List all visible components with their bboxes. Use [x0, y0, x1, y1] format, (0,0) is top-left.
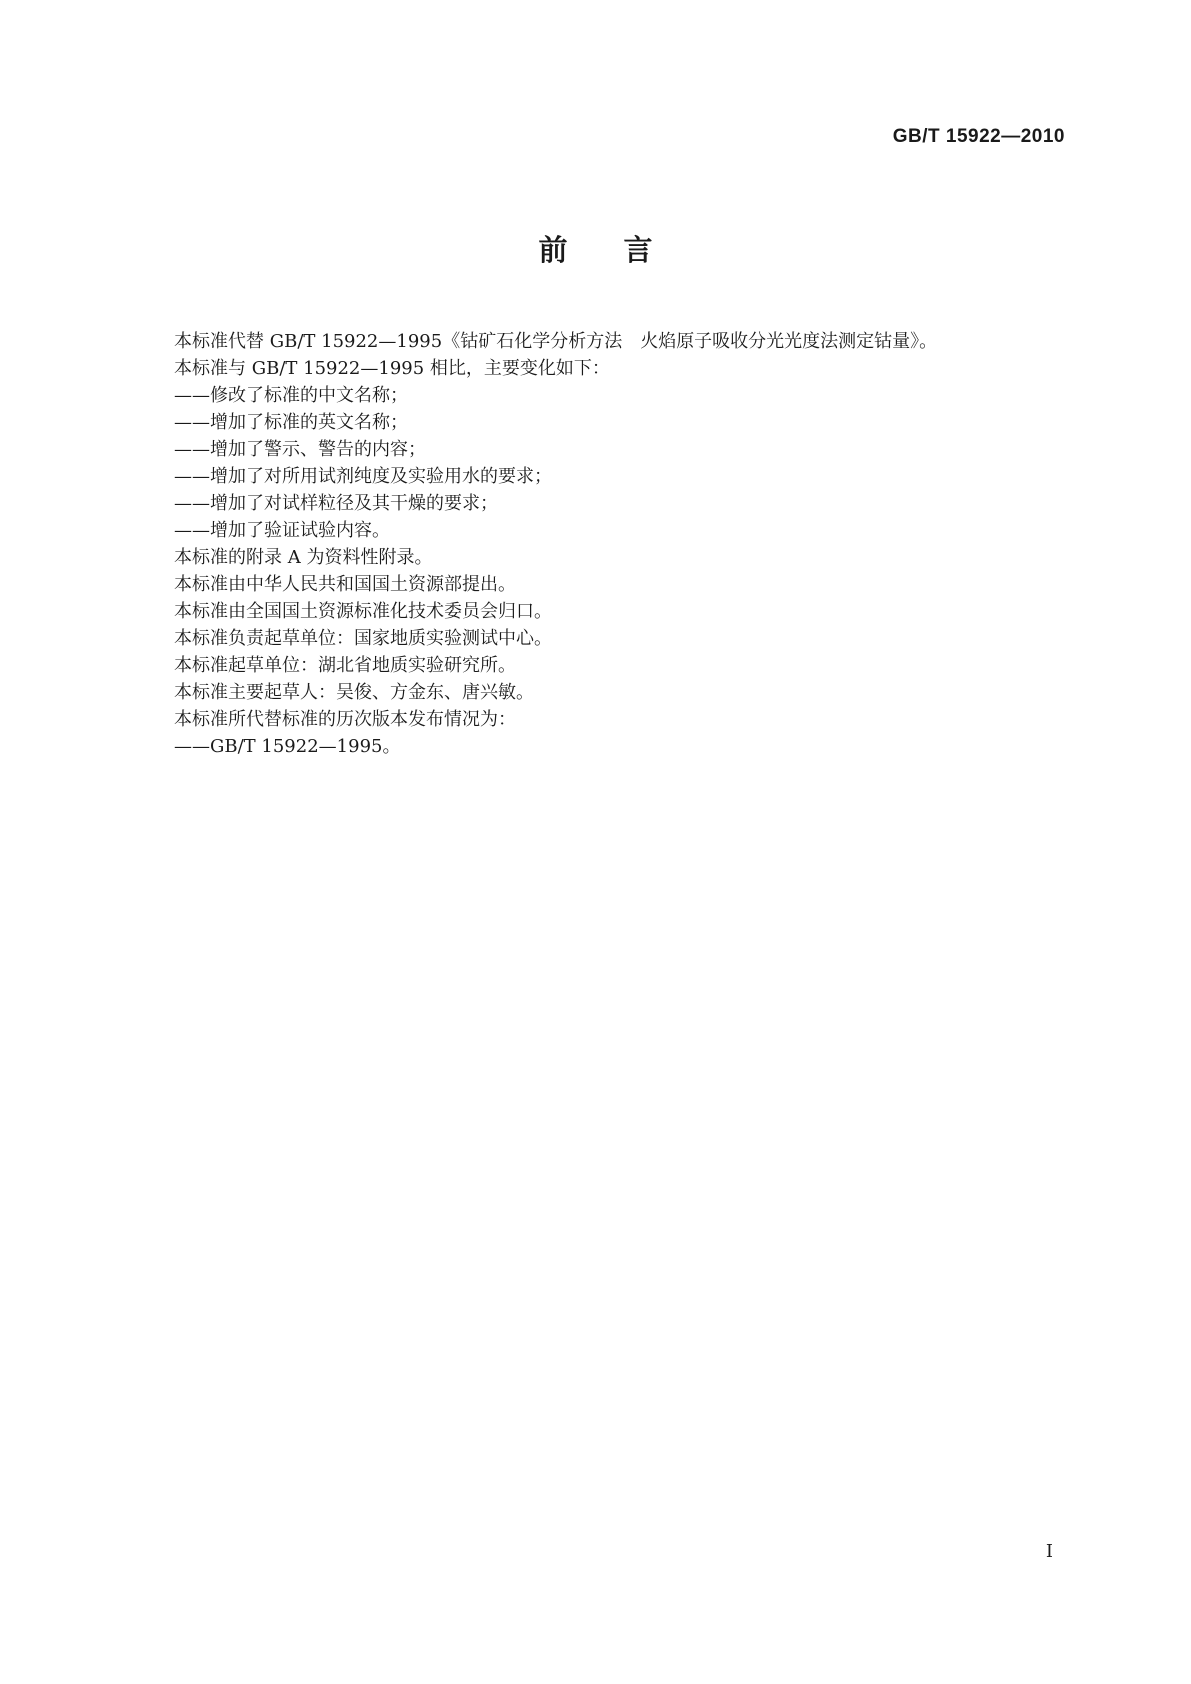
paragraph-line: 本标准主要起草人：吴俊、方金东、唐兴敏。	[174, 682, 534, 703]
paragraph-line: 本标准由全国国土资源标准化技术委员会归口。	[174, 601, 552, 622]
paragraph-line: 本标准的附录 A 为资料性附录。	[174, 547, 433, 568]
paragraph-line: 本标准所代替标准的历次版本发布情况为：	[174, 709, 516, 730]
list-item: ——增加了验证试验内容。	[174, 520, 390, 541]
page-title: 前言	[538, 233, 709, 267]
paragraph-line: 本标准由中华人民共和国国土资源部提出。	[174, 574, 516, 595]
list-item: ——增加了警示、警告的内容；	[174, 439, 426, 460]
list-item: ——修改了标准的中文名称；	[174, 385, 408, 406]
list-item: ——增加了标准的英文名称；	[174, 412, 408, 433]
list-item: ——增加了对所用试剂纯度及实验用水的要求；	[174, 466, 552, 487]
paragraph-line: 本标准代替 GB/T 15922—1995《钴矿石化学分析方法 火焰原子吸收分光光度法测定钴量》。	[174, 331, 938, 352]
list-item: ——GB/T 15922—1995。	[174, 736, 401, 757]
standard-code: GB/T 15922—2010	[892, 126, 1065, 147]
list-item: ——增加了对试样粒径及其干燥的要求；	[174, 493, 498, 514]
paragraph-line: 本标准与 GB/T 15922—1995 相比，主要变化如下：	[174, 358, 610, 379]
paragraph-line: 本标准负责起草单位：国家地质实验测试中心。	[174, 628, 552, 649]
foreword-body	[174, 328, 1031, 760]
paragraph-line: 本标准起草单位：湖北省地质实验研究所。	[174, 655, 516, 676]
page-number: I	[1045, 1541, 1053, 1562]
